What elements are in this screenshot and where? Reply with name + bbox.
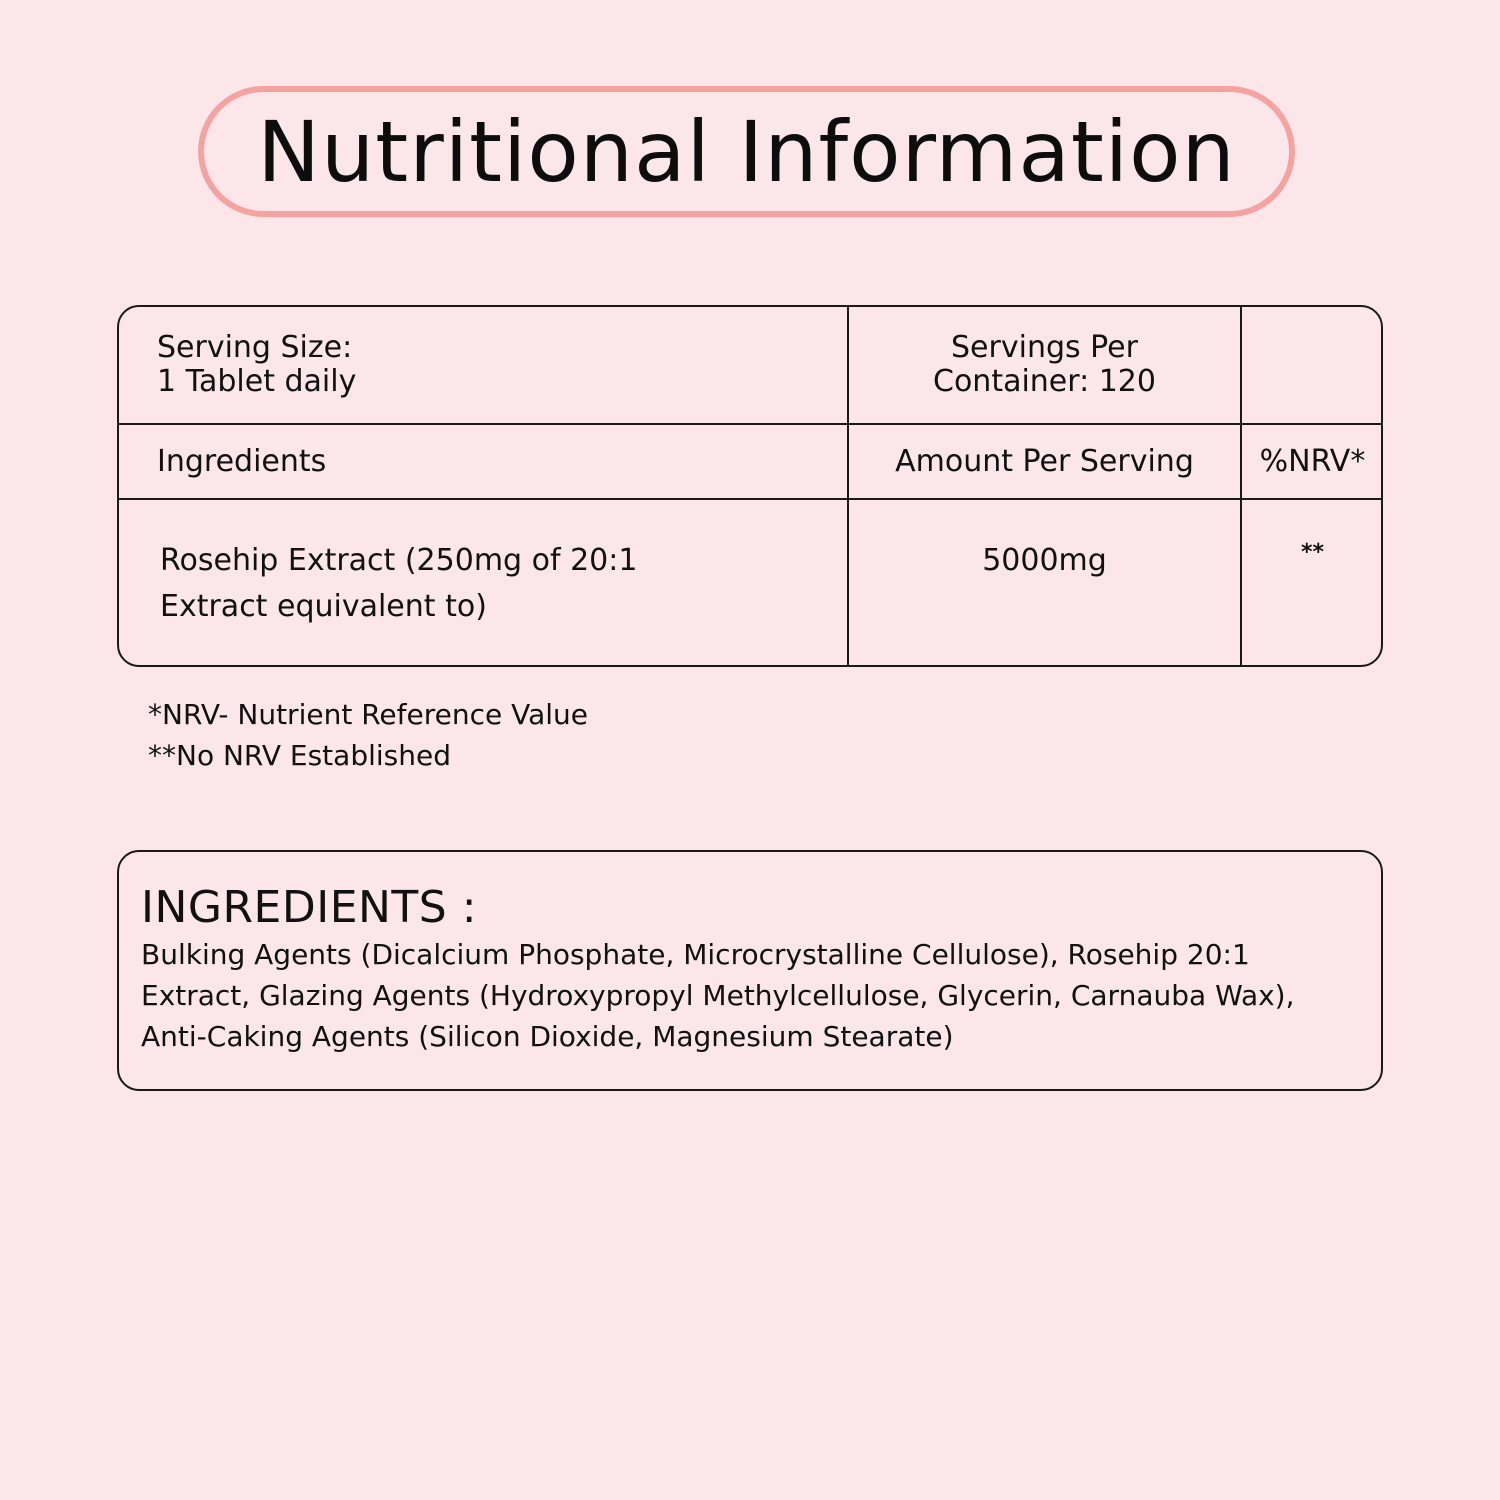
header-ingredients: Ingredients xyxy=(119,425,849,498)
servings-per-container-line2: Container: 120 xyxy=(933,364,1156,399)
footnotes xyxy=(148,694,588,776)
footnote-nrv-definition: *NRV- Nutrient Reference Value xyxy=(148,698,588,731)
ingredient-name-cell xyxy=(119,500,849,667)
ingredient-name-line1: Rosehip Extract (250mg of 20:1 xyxy=(160,543,638,578)
ingredient-nrv: ** xyxy=(1300,540,1324,565)
table-row xyxy=(119,500,1381,667)
serving-size-label: Serving Size: xyxy=(157,330,353,365)
ingredients-heading: INGREDIENTS : xyxy=(141,882,478,933)
table-header-row xyxy=(119,425,1381,500)
footnote-no-nrv: **No NRV Established xyxy=(148,739,451,772)
header-amount-per-serving: Amount Per Serving xyxy=(849,425,1242,498)
ingredients-panel xyxy=(117,850,1383,1091)
servings-per-container-cell xyxy=(849,307,1242,423)
nutrition-table xyxy=(117,305,1383,667)
page-title: Nutritional Information xyxy=(257,102,1236,201)
serving-size-cell xyxy=(119,307,849,423)
ingredients-line: Anti-Caking Agents (Silicon Dioxide, Magnesium Stearate) xyxy=(141,1020,954,1053)
serving-row xyxy=(119,307,1381,425)
ingredients-line: Bulking Agents (Dicalcium Phosphate, Microcrystalline Cellulose), Rosehip 20:1 xyxy=(141,938,1250,971)
servings-per-container-line1: Servings Per xyxy=(951,330,1138,365)
empty-cell xyxy=(1242,307,1383,423)
ingredients-line: Extract, Glazing Agents (Hydroxypropyl Methylcellulose, Glycerin, Carnauba Wax), xyxy=(141,979,1295,1012)
ingredient-amount: 5000mg xyxy=(849,500,1242,667)
ingredients-list xyxy=(141,934,1359,1057)
ingredient-name-line2: Extract equivalent to) xyxy=(160,589,487,624)
title-banner xyxy=(198,86,1295,217)
header-nrv: %NRV* xyxy=(1259,443,1366,479)
serving-size-value: 1 Tablet daily xyxy=(157,364,357,399)
